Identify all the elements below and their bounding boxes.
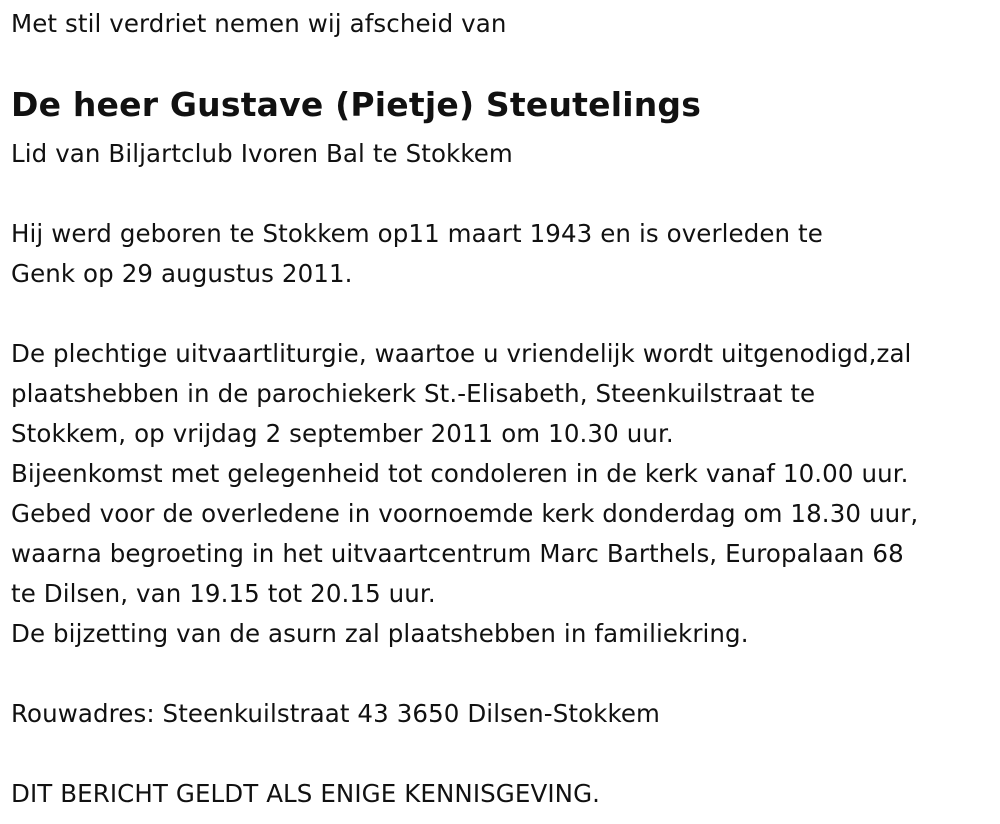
ceremony-line-7: te Dilsen, van 19.15 tot 20.15 uur. (11, 579, 436, 608)
ceremony-line-4: Bijeenkomst met gelegenheid tot condoleren in de kerk vanaf 10.00 uur. (11, 459, 909, 488)
ceremony-line-2: plaatshebben in de parochiekerk St.-Elisabeth, Steenkuilstraat te (11, 379, 816, 408)
address-text: Rouwadres: Steenkuilstraat 43 3650 Dilsen-Stokkem (11, 699, 661, 728)
deceased-name: De heer Gustave (Pietje) Steutelings (11, 85, 702, 124)
ceremony-line-5: Gebed voor de overledene in voornoemde kerk donderdag om 18.30 uur, (11, 499, 919, 528)
ceremony-line-3: Stokkem, op vrijdag 2 september 2011 om 10.30 uur. (11, 419, 674, 448)
ceremony-line-6: waarna begroeting in het uitvaartcentrum Marc Barthels, Europalaan 68 (11, 539, 904, 568)
ceremony-line-8: De bijzetting van de asurn zal plaatshebben in familiekring. (11, 619, 749, 648)
birth-line-1: Hij werd geboren te Stokkem op11 maart 1943 en is overleden te (11, 219, 823, 248)
ceremony-line-1: De plechtige uitvaartliturgie, waartoe u vriendelijk wordt uitgenodigd,zal (11, 339, 912, 368)
notice-text: DIT BERICHT GELDT ALS ENIGE KENNISGEVING. (11, 779, 601, 808)
subtitle-text: Lid van Biljartclub Ivoren Bal te Stokkem (11, 139, 513, 168)
intro-text: Met stil verdriet nemen wij afscheid van (11, 9, 507, 38)
birth-line-2: Genk op 29 augustus 2011. (11, 259, 353, 288)
